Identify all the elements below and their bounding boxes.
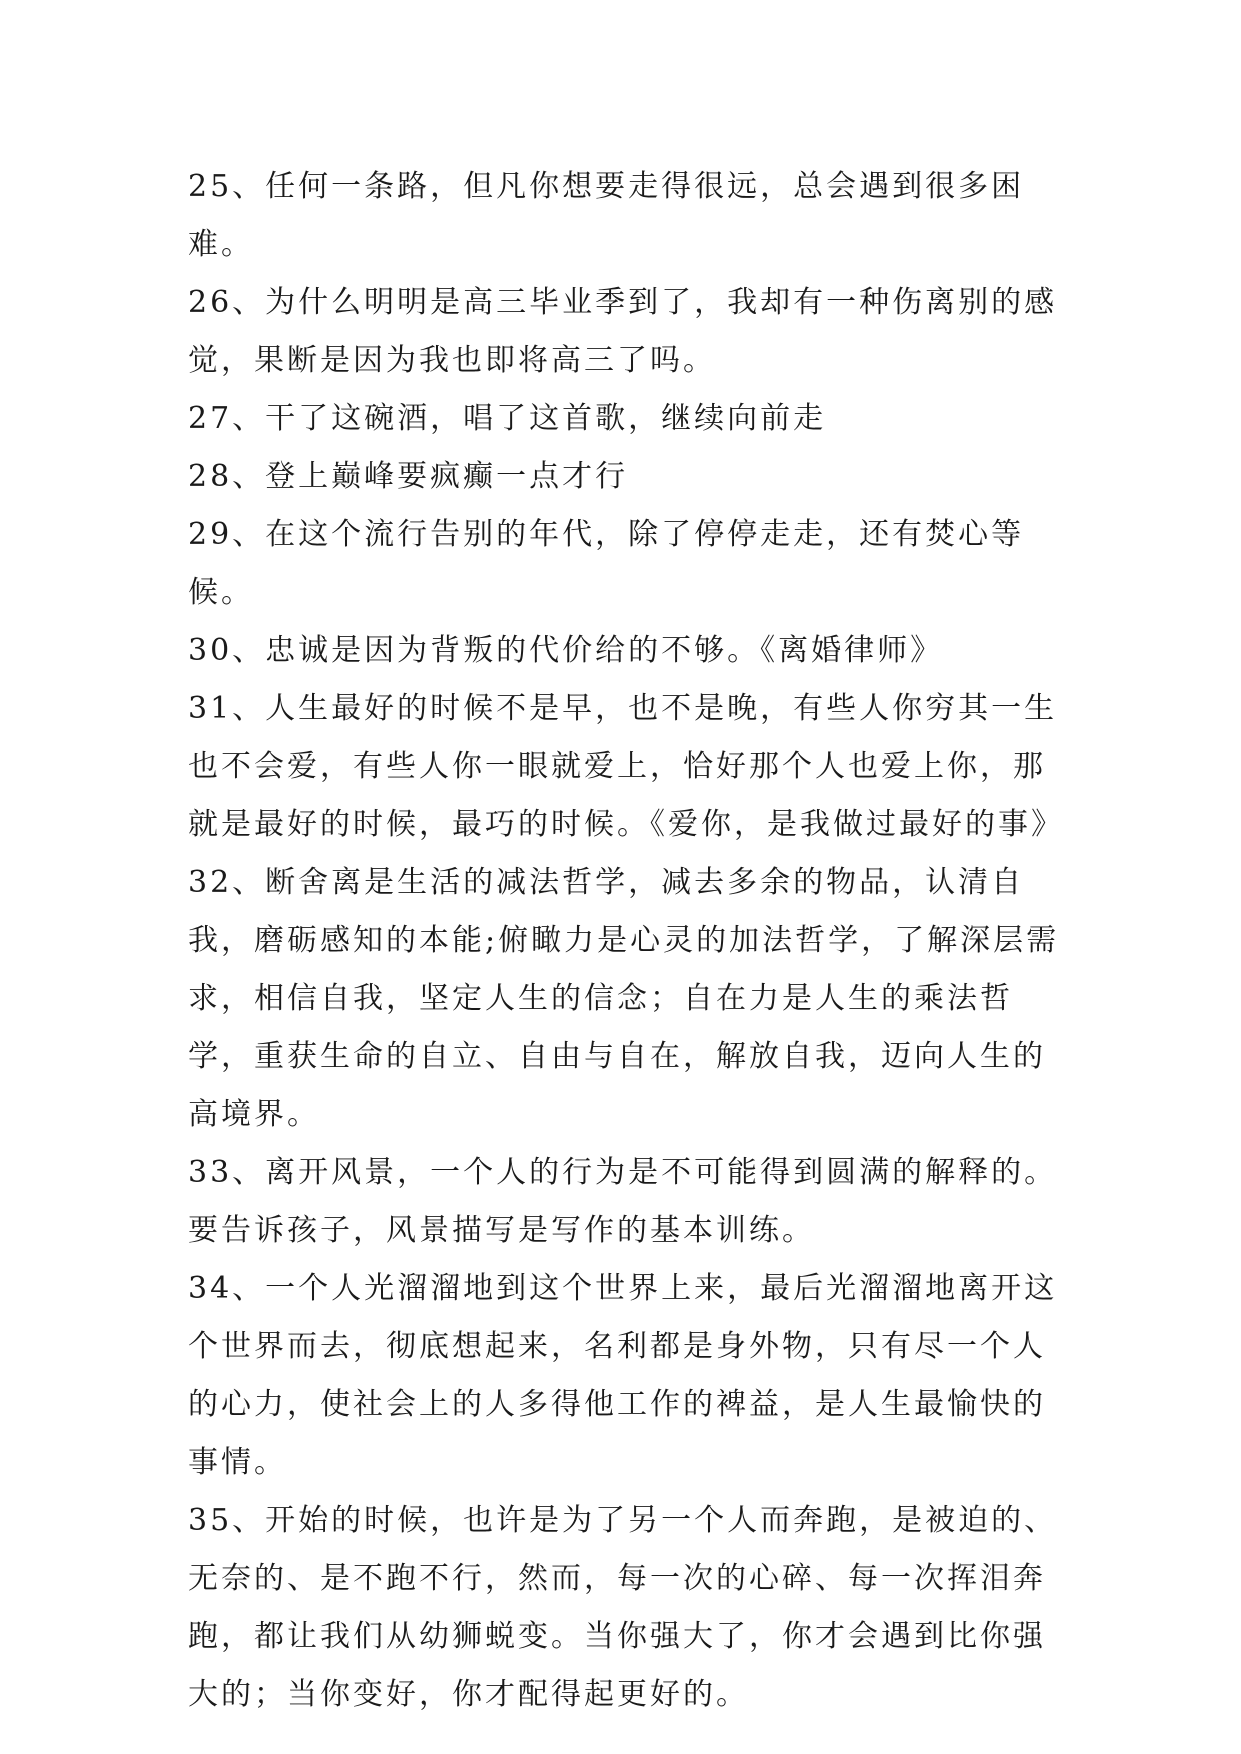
quote-entry-26: 26、为什么明明是高三毕业季到了，我却有一种伤离别的感觉，果断是因为我也即将高三了吗。 [188, 285, 1058, 378]
quote-entry-32: 32、断舍离是生活的减法哲学，减去多余的物品，认清自我，磨砺感知的本能;俯瞰力是心灵的加法哲学，了解深层需求，相信自我，坚定人生的信念；自在力是人生的乘法哲学，重获生命的自立、自由与自在，解放自我，迈向人生的高境界。 [188, 865, 1060, 1132]
quote-entry-35: 35、开始的时候，也许是为了另一个人而奔跑，是被迫的、无奈的、是不跑不行，然而，每一次的心碎、每一次挥泪奔跑，都让我们从幼狮蜕变。当你强大了，你才会遇到比你强大的；当你变好，你才配得起更好的。 [188, 1503, 1058, 1712]
quote-entry-34: 34、一个人光溜溜地到这个世界上来，最后光溜溜地离开这个世界而去，彻底想起来，名利都是身外物，只有尽一个人的心力，使社会上的人多得他工作的裨益，是人生最愉快的事情。 [188, 1271, 1058, 1480]
quote-entry-29: 29、在这个流行告别的年代，除了停停走走，还有焚心等候。 [188, 517, 1025, 610]
quote-entry-31: 31、人生最好的时候不是早，也不是晚，有些人你穷其一生也不会爱，有些人你一眼就爱上，恰好那个人也爱上你，那就是最好的时候，最巧的时候。《爱你，是我做过最好的事》 [188, 691, 1064, 842]
quote-entry-30: 30、忠诚是因为背叛的代价给的不够。《离婚律师》 [188, 633, 944, 668]
document-body [188, 158, 1068, 1724]
quote-entry-25: 25、任何一条路，但凡你想要走得很远，总会遇到很多困难。 [188, 169, 1025, 262]
quote-entry-33: 33、离开风景，一个人的行为是不可能得到圆满的解释的。要告诉孩子，风景描写是写作的基本训练。 [188, 1155, 1058, 1248]
quote-entry-27: 27、干了这碗酒，唱了这首歌，继续向前走 [188, 401, 827, 436]
quote-entry-28: 28、登上巅峰要疯癫一点才行 [188, 459, 629, 494]
